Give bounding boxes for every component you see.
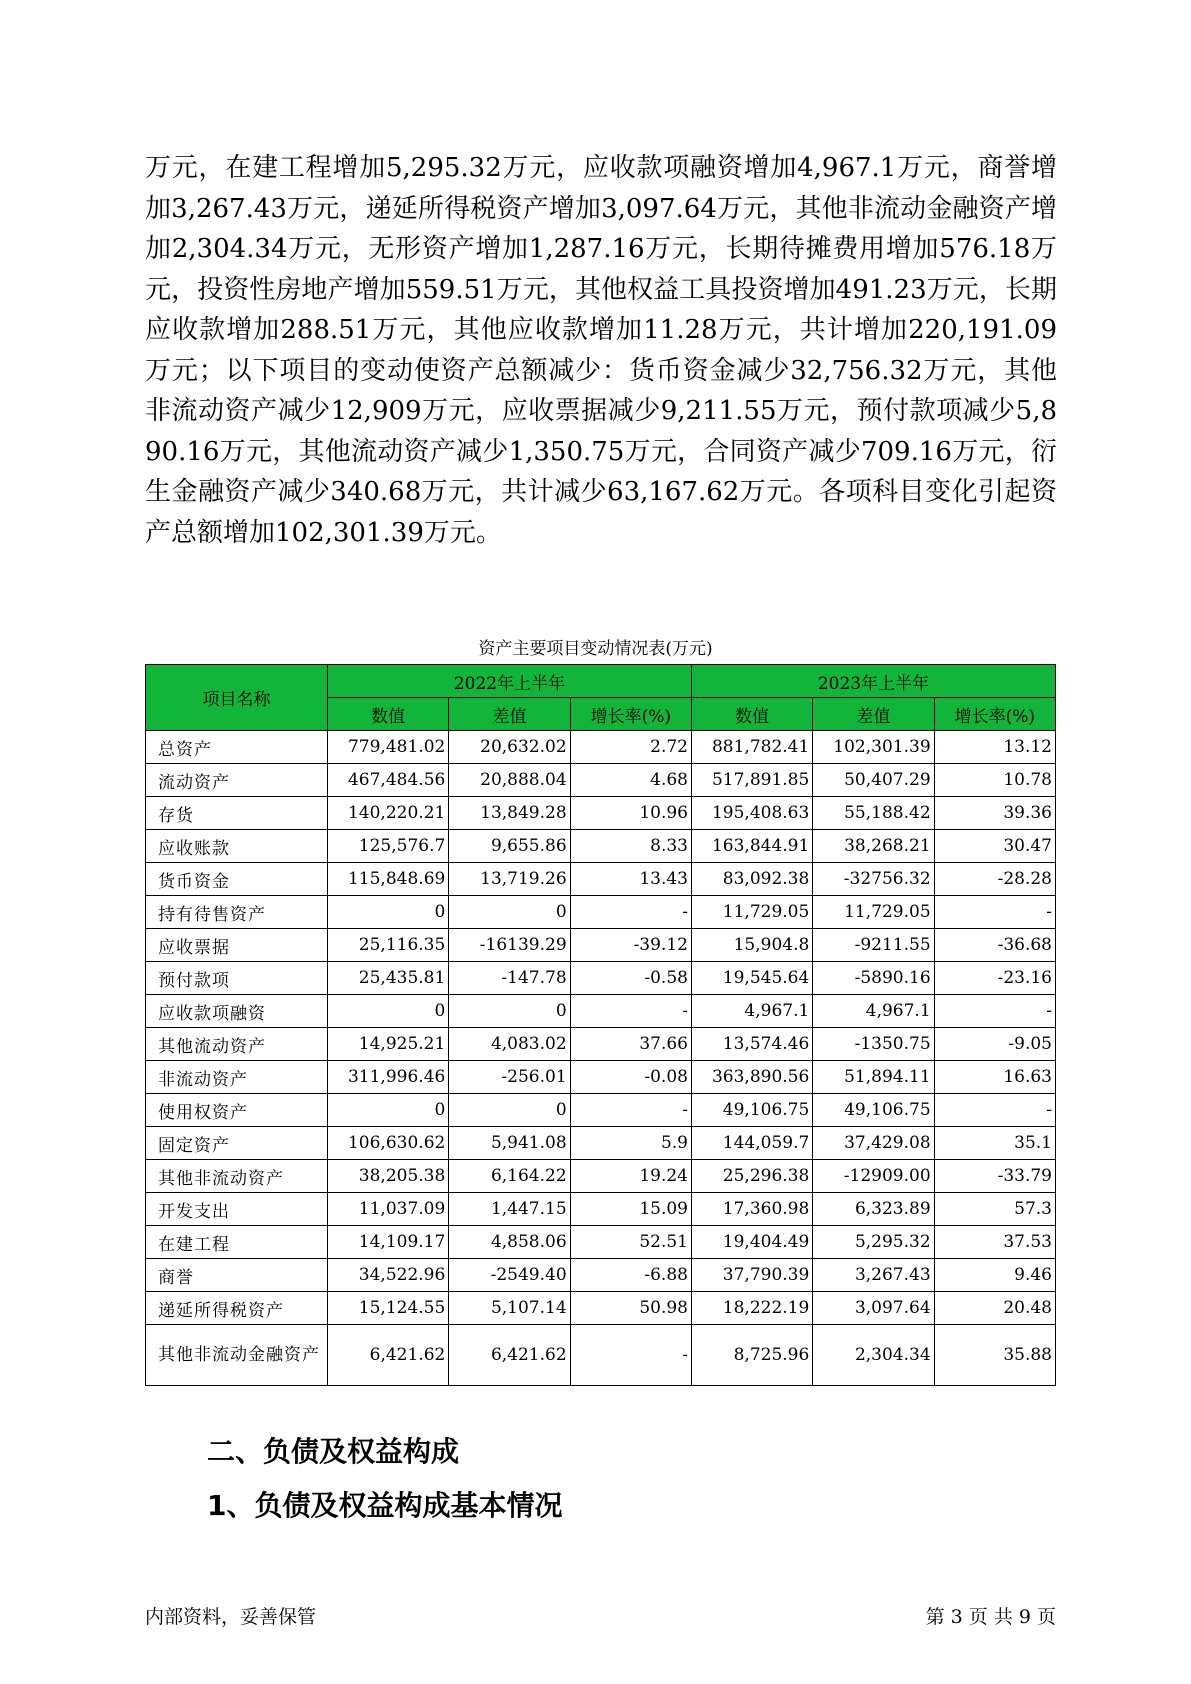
header-2023-growth: 增长率(%) — [934, 698, 1055, 731]
row-value: 6,421.62 — [328, 1325, 449, 1386]
row-value: 20,632.02 — [449, 731, 570, 764]
row-label: 在建工程 — [146, 1226, 328, 1259]
row-value: 13.43 — [570, 863, 691, 896]
table-row — [146, 764, 1056, 797]
row-value: 19.24 — [570, 1160, 691, 1193]
row-value: 50,407.29 — [813, 764, 934, 797]
table-row — [146, 830, 1056, 863]
row-value: 0 — [328, 896, 449, 929]
row-value: 10.96 — [570, 797, 691, 830]
row-value: 37,790.39 — [691, 1259, 812, 1292]
table-row — [146, 1028, 1056, 1061]
row-label: 应收票据 — [146, 929, 328, 962]
row-label: 其他非流动资产 — [146, 1160, 328, 1193]
row-label: 总资产 — [146, 731, 328, 764]
row-value: 195,408.63 — [691, 797, 812, 830]
row-value: 4,967.1 — [691, 995, 812, 1028]
row-value: 106,630.62 — [328, 1127, 449, 1160]
row-value: 38,205.38 — [328, 1160, 449, 1193]
row-value: 5,941.08 — [449, 1127, 570, 1160]
header-2022: 2022年上半年 — [328, 665, 692, 698]
row-value: -147.78 — [449, 962, 570, 995]
table-row — [146, 1160, 1056, 1193]
row-value: 50.98 — [570, 1292, 691, 1325]
row-label: 货币资金 — [146, 863, 328, 896]
row-value: -6.88 — [570, 1259, 691, 1292]
row-value: 4,858.06 — [449, 1226, 570, 1259]
row-value: 13,719.26 — [449, 863, 570, 896]
table-body — [146, 731, 1056, 1386]
row-value: 1,447.15 — [449, 1193, 570, 1226]
row-label: 应收款项融资 — [146, 995, 328, 1028]
row-value: 35.1 — [934, 1127, 1055, 1160]
row-label: 其他流动资产 — [146, 1028, 328, 1061]
table-row — [146, 929, 1056, 962]
row-value: -9.05 — [934, 1028, 1055, 1061]
row-value: 311,996.46 — [328, 1061, 449, 1094]
table-row — [146, 1325, 1056, 1386]
row-value: 881,782.41 — [691, 731, 812, 764]
row-value: 49,106.75 — [813, 1094, 934, 1127]
row-value: 9.46 — [934, 1259, 1055, 1292]
row-value: 779,481.02 — [328, 731, 449, 764]
row-value: 102,301.39 — [813, 731, 934, 764]
row-value: 37.53 — [934, 1226, 1055, 1259]
row-value: 11,729.05 — [813, 896, 934, 929]
table-row — [146, 1226, 1056, 1259]
row-value: 9,655.86 — [449, 830, 570, 863]
row-value: 25,116.35 — [328, 929, 449, 962]
row-value: -0.08 — [570, 1061, 691, 1094]
row-value: 517,891.85 — [691, 764, 812, 797]
table-row — [146, 797, 1056, 830]
row-value: -2549.40 — [449, 1259, 570, 1292]
row-value: 16.63 — [934, 1061, 1055, 1094]
row-value: 8.33 — [570, 830, 691, 863]
row-value: 17,360.98 — [691, 1193, 812, 1226]
footer-confidential-note: 内部资料，妥善保管 — [145, 1606, 317, 1628]
table-row — [146, 1127, 1056, 1160]
table-row — [146, 1193, 1056, 1226]
row-value: 14,109.17 — [328, 1226, 449, 1259]
row-value: 20,888.04 — [449, 764, 570, 797]
row-value: 25,296.38 — [691, 1160, 812, 1193]
table-row — [146, 1259, 1056, 1292]
row-value: 0 — [449, 995, 570, 1028]
row-value: 13,574.46 — [691, 1028, 812, 1061]
header-2023-value: 数值 — [691, 698, 812, 731]
row-label: 递延所得税资产 — [146, 1292, 328, 1325]
header-2023-diff: 差值 — [813, 698, 934, 731]
row-label: 商誉 — [146, 1259, 328, 1292]
row-label: 流动资产 — [146, 764, 328, 797]
row-value: 18,222.19 — [691, 1292, 812, 1325]
row-label: 预付款项 — [146, 962, 328, 995]
row-value: 55,188.42 — [813, 797, 934, 830]
row-value: - — [934, 1094, 1055, 1127]
row-value: 115,848.69 — [328, 863, 449, 896]
row-value: 14,925.21 — [328, 1028, 449, 1061]
row-value: 15,124.55 — [328, 1292, 449, 1325]
row-label: 使用权资产 — [146, 1094, 328, 1127]
row-label: 其他非流动金融资产 — [146, 1325, 328, 1386]
header-2022-growth: 增长率(%) — [570, 698, 691, 731]
row-label: 持有待售资产 — [146, 896, 328, 929]
row-value: 0 — [449, 1094, 570, 1127]
table-row — [146, 863, 1056, 896]
header-2022-value: 数值 — [328, 698, 449, 731]
row-value: 15.09 — [570, 1193, 691, 1226]
row-value: 83,092.38 — [691, 863, 812, 896]
row-value: 0 — [328, 995, 449, 1028]
footer-page-number: 第 3 页 共 9 页 — [925, 1606, 1056, 1628]
table-caption: 资产主要项目变动情况表(万元) — [478, 639, 713, 659]
row-value: -36.68 — [934, 929, 1055, 962]
section-heading: 二、负债及权益构成 — [207, 1435, 460, 1468]
row-value: -28.28 — [934, 863, 1055, 896]
table-row — [146, 896, 1056, 929]
row-value: 140,220.21 — [328, 797, 449, 830]
row-value: 2,304.34 — [813, 1325, 934, 1386]
row-value: - — [934, 995, 1055, 1028]
row-value: 0 — [328, 1094, 449, 1127]
row-value: -1350.75 — [813, 1028, 934, 1061]
table-row — [146, 995, 1056, 1028]
row-value: -9211.55 — [813, 929, 934, 962]
row-label: 开发支出 — [146, 1193, 328, 1226]
row-value: 37.66 — [570, 1028, 691, 1061]
row-value: 52.51 — [570, 1226, 691, 1259]
row-label: 存货 — [146, 797, 328, 830]
row-value: 11,037.09 — [328, 1193, 449, 1226]
header-2022-diff: 差值 — [449, 698, 570, 731]
row-value: -39.12 — [570, 929, 691, 962]
row-value: - — [570, 995, 691, 1028]
row-value: 163,844.91 — [691, 830, 812, 863]
row-value: -5890.16 — [813, 962, 934, 995]
row-value: 11,729.05 — [691, 896, 812, 929]
row-value: 4,967.1 — [813, 995, 934, 1028]
row-value: 4.68 — [570, 764, 691, 797]
row-value: 144,059.7 — [691, 1127, 812, 1160]
row-value: -33.79 — [934, 1160, 1055, 1193]
table-row — [146, 962, 1056, 995]
row-value: 35.88 — [934, 1325, 1055, 1386]
row-value: 6,323.89 — [813, 1193, 934, 1226]
row-value: -0.58 — [570, 962, 691, 995]
row-value: -16139.29 — [449, 929, 570, 962]
table-row — [146, 1094, 1056, 1127]
table-row — [146, 1061, 1056, 1094]
table-row — [146, 1292, 1056, 1325]
row-label: 固定资产 — [146, 1127, 328, 1160]
row-value: 2.72 — [570, 731, 691, 764]
body-paragraph: 万元，在建工程增加5,295.32万元，应收款项融资增加4,967.1万元，商誉增加3,267.43万元，递延所得税资产增加3,097.64万元，其他非流动金融资产增加2,304.34万元，无形资产增加1,287.16万元，长期待摊费用增加576.18万元，投资性房地产增加559.51万元，其他权益工具投资增加491.23万元，长期应收款增加288.51万元，其他应收款增加11.28万元，共计增加220,191.09万元；以下项目的变动使资产总额减少：货币资金减少32,756.32万元，其他非流动资产减少12,909万元，应收票据减少9,211.55万元，预付款项减少5,890.16万元，其他流动资产减少1,350.75万元，合同资产减少709.16万元，衍生金融资产减少340.68万元，共计减少63,167.62万元。各项科目变化引起资产总额增加102,301.39万元。 — [145, 153, 1057, 548]
row-value: -23.16 — [934, 962, 1055, 995]
row-value: 4,083.02 — [449, 1028, 570, 1061]
row-value: 6,421.62 — [449, 1325, 570, 1386]
row-value: -256.01 — [449, 1061, 570, 1094]
row-value: 51,894.11 — [813, 1061, 934, 1094]
row-value: -32756.32 — [813, 863, 934, 896]
row-value: 19,545.64 — [691, 962, 812, 995]
row-value: 5.9 — [570, 1127, 691, 1160]
row-value: 125,576.7 — [328, 830, 449, 863]
row-value: -12909.00 — [813, 1160, 934, 1193]
header-item-name: 项目名称 — [146, 665, 328, 731]
row-value: 25,435.81 — [328, 962, 449, 995]
row-value: 30.47 — [934, 830, 1055, 863]
row-value: 49,106.75 — [691, 1094, 812, 1127]
row-value: 467,484.56 — [328, 764, 449, 797]
row-value: 38,268.21 — [813, 830, 934, 863]
row-value: 0 — [449, 896, 570, 929]
header-2023: 2023年上半年 — [691, 665, 1055, 698]
row-value: 57.3 — [934, 1193, 1055, 1226]
asset-change-table — [145, 664, 1056, 1386]
row-value: 20.48 — [934, 1292, 1055, 1325]
row-value: 19,404.49 — [691, 1226, 812, 1259]
row-value: 34,522.96 — [328, 1259, 449, 1292]
row-value: 8,725.96 — [691, 1325, 812, 1386]
row-value: 13.12 — [934, 731, 1055, 764]
row-label: 应收账款 — [146, 830, 328, 863]
table-row — [146, 731, 1056, 764]
row-value: 5,107.14 — [449, 1292, 570, 1325]
subsection-heading: 1、负债及权益构成基本情况 — [207, 1489, 563, 1522]
row-value: 363,890.56 — [691, 1061, 812, 1094]
row-value: 5,295.32 — [813, 1226, 934, 1259]
row-value: 39.36 — [934, 797, 1055, 830]
row-value: 10.78 — [934, 764, 1055, 797]
row-value: - — [570, 896, 691, 929]
row-value: - — [570, 1094, 691, 1127]
row-value: - — [570, 1325, 691, 1386]
row-value: 13,849.28 — [449, 797, 570, 830]
row-value: 15,904.8 — [691, 929, 812, 962]
row-label: 非流动资产 — [146, 1061, 328, 1094]
row-value: 37,429.08 — [813, 1127, 934, 1160]
row-value: 3,267.43 — [813, 1259, 934, 1292]
row-value: 3,097.64 — [813, 1292, 934, 1325]
row-value: 6,164.22 — [449, 1160, 570, 1193]
row-value: - — [934, 896, 1055, 929]
